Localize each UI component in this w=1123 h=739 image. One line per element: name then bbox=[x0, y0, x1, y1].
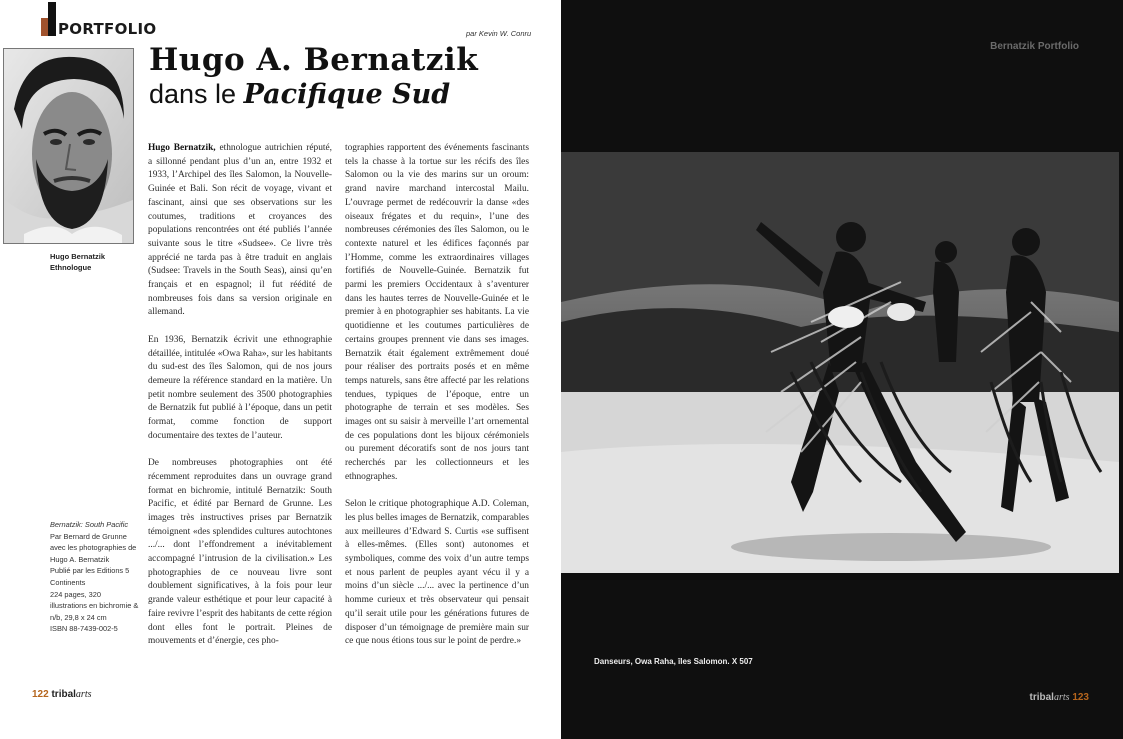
subtitle-prefix: dans le bbox=[149, 79, 237, 109]
page-number-left: 122 bbox=[32, 689, 49, 700]
article-subtitle bbox=[149, 79, 450, 110]
book-author: Par Bernard de Grunne bbox=[50, 531, 127, 541]
book-publisher-cont: Continents bbox=[50, 577, 86, 587]
section-label: PORTFOLIO bbox=[58, 20, 157, 38]
book-illustrations: illustrations en bichromie & bbox=[50, 601, 139, 611]
portrait-caption-name: Hugo Bernatzik bbox=[50, 252, 106, 261]
magazine-logo-right: tribalarts bbox=[1029, 692, 1070, 703]
byline: par Kevin W. Conru bbox=[466, 29, 532, 38]
running-head: Bernatzik Portfolio bbox=[990, 41, 1079, 52]
book-isbn: ISBN 88-7439-002-5 bbox=[50, 624, 118, 634]
folio-left bbox=[32, 689, 91, 700]
book-format: n/b, 29,8 x 24 cm bbox=[50, 612, 107, 622]
portrait-illustration bbox=[4, 49, 134, 244]
magazine-logo-left: tribalarts bbox=[51, 689, 92, 700]
dancers-photo bbox=[561, 152, 1119, 573]
page-number-right: 123 bbox=[1072, 692, 1089, 703]
article-title: Hugo A. Bernatzik bbox=[149, 42, 479, 78]
lead-name: Hugo Bernatzik, bbox=[148, 143, 216, 153]
paragraph-1 bbox=[148, 142, 332, 320]
right-page bbox=[561, 0, 1123, 739]
book-with: avec les photographies de bbox=[50, 543, 137, 553]
book-photographer: Hugo A. Bernatzik bbox=[50, 554, 110, 564]
left-page bbox=[0, 0, 561, 739]
book-pages: 224 pages, 320 bbox=[50, 589, 101, 599]
body-column-1 bbox=[148, 142, 332, 663]
dancers-illustration bbox=[561, 152, 1119, 573]
book-title: Bernatzik: South Pacific bbox=[50, 520, 129, 529]
paragraph-1-text: ethnologue autrichien réputé, a sillonné pendant plus d’un an, entre 1932 et 1933, l’Archipel des îles Salomon, la Nouvelle-Guinée et Bali. Son récit de voyage, vivant et fascinant, ainsi que ses observations sur les coutumes, traditions et croyances des populations rencontrées ont été publiés l’année suivante sous le titre «Sudsee». Ce livre très apprécié ne tarda pas à être traduit en anglais (Sudsee: Travels in the South Seas), ainsi qu’en français et en espagnol; il fut réédité de nombreuses fois dans sa version originale en allemand. bbox=[148, 143, 332, 318]
paragraph-3b: tographies rapportent des événements fascinants tels la chasse à la tortue sur les récifs des îles Salomon ou la vie des marins sur un oroum: grand navire marchand intercostal Mailu. L’ouvrage permet de redécouvrir la danse «des oiseaux frégates et du requin», l’une des nombreuses cérémonies des îles Salomon, ou le contexte naturel et les édifices façonnés par l’Homme, comme les extraordinaires villages fortifiés de Nouvelle-Guinée. Bernatzik fut parmi les premiers Occidentaux à s’aventurer dans les hautes terres de Nouvelle-Guinée et le premier à en photographier ses habitants. La vie quotidienne et les coutumes particulières de certains groupes prennent vie dans ses images. Bernatzik était également extrêmement doué pour réaliser des portraits posés et en même temps naturels, sans être affecté par les relations tendues, typiques de l’époque, entre un photographe de terrain et ses modèles. Ses images ont su saisir à merveille l’art ornemental de ces populations dont les bijoux cérémoniels ou purement décoratifs sont de nos jours tant recherchés par les collectionneurs et les ethnographes. bbox=[345, 143, 529, 482]
paragraph-3a: De nombreuses photographies ont été récemment reproduites dans un ouvrage grand format en bichromie, intitulé Bernatzik: South Pacific, et édité par Bernard de Grunne. Les images très instructives prises par Bernatzik témoignent «des splendides cultures autochtones .../... dont l’effondrement a inévitablement accompagné l’intrusion de la civilisation.» Les photographies de ce nouveau livre sont doublement significatives, à la fois pour leur grande valeur esthétique et pour leur capacité à faire revivre l’esprit des habitants de cette région dont elles font le portrait. Pleines de mouvements et d’énergie, ces pho- bbox=[148, 458, 332, 647]
portrait-photo bbox=[3, 48, 134, 244]
subtitle-accent: Pacifique Sud bbox=[243, 79, 451, 110]
paragraph-4: Selon le critique photographique A.D. Coleman, les plus belles images de Bernatzik, comparables aux meilleures d’Edward S. Curtis «se suffisent à elles-mêmes. (Elles sont) autonomes et symboliques, comme des voix d’un autre temps et nous parlent de peuples ayant vécu il y a moins d’un siècle .../... avec la pertinence d’un homme curieux et très observateur qui pensait qu’il serait utile pour les générations futures de disposer d’un témoignage de première main sur ce que nous étions tous sur le point de perdre.» bbox=[345, 499, 529, 647]
section-bar bbox=[48, 2, 56, 36]
body-column-2 bbox=[345, 142, 529, 663]
book-info bbox=[50, 519, 145, 635]
book-publisher: Publié par les Editions 5 bbox=[50, 566, 130, 576]
paragraph-2: En 1936, Bernatzik écrivit une ethnographie détaillée, intitulée «Owa Raha», sur les habitants du sud-est des îles Salomon, qui de nos jours demeure la référence standard en la matière. Un petit nombre seulement des 3500 photographies de Bernatzik fut publié à l’époque, dans un petit format, comme fonction de support documentaire des textes de l’auteur. bbox=[148, 334, 332, 441]
folio-right bbox=[1030, 692, 1089, 703]
portrait-caption bbox=[50, 251, 105, 273]
portrait-caption-role: Ethnologue bbox=[50, 263, 92, 272]
section-mark bbox=[41, 18, 48, 36]
photo-caption: Danseurs, Owa Raha, îles Salomon. X 507 bbox=[594, 657, 753, 666]
